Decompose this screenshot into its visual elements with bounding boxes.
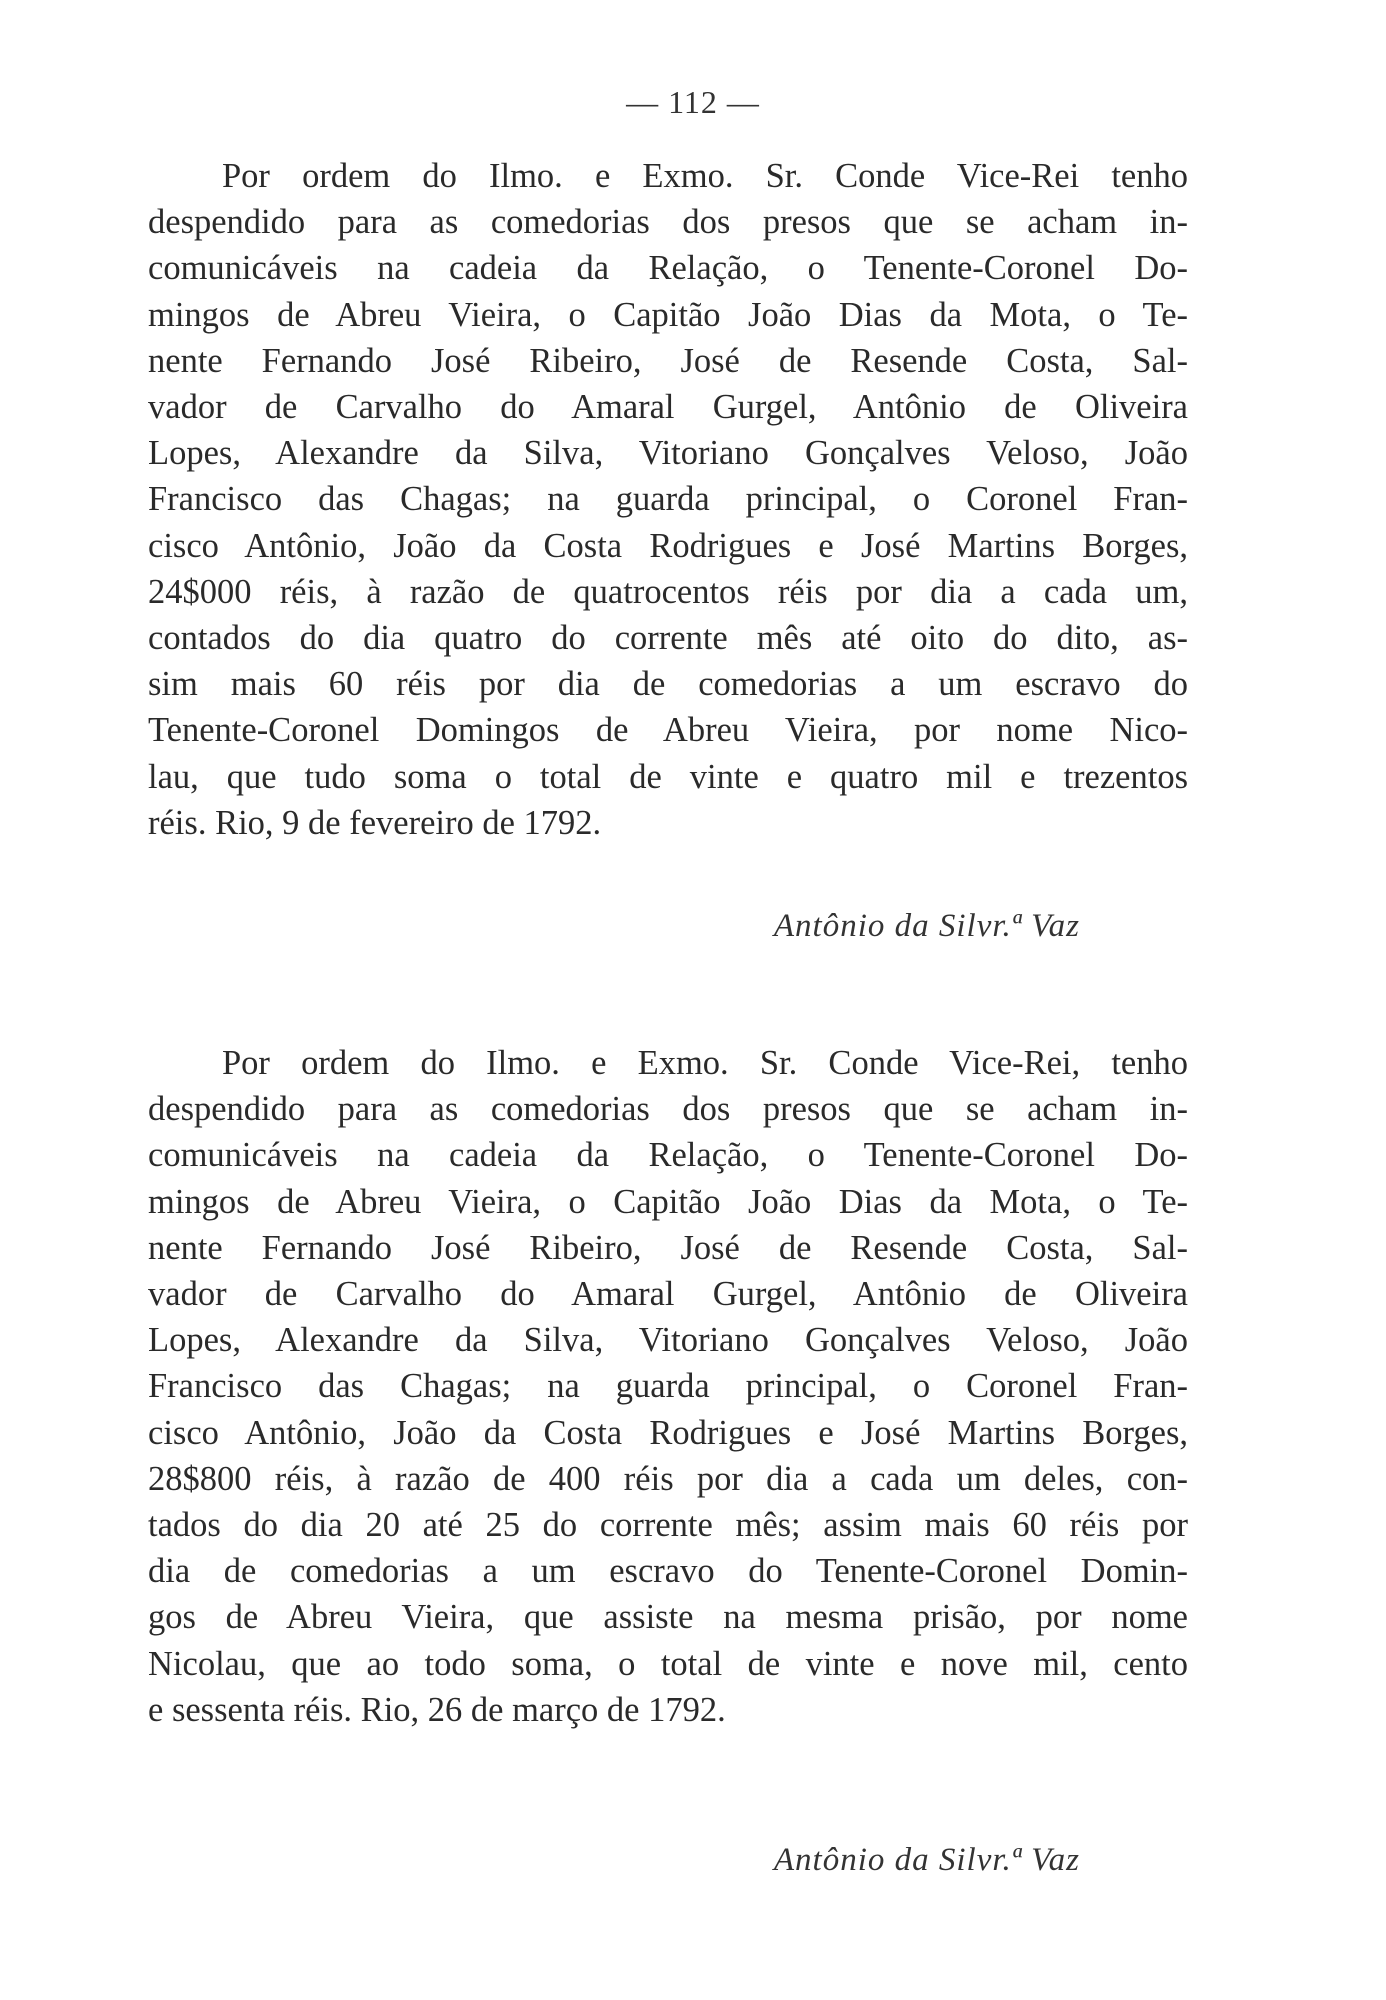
letter-2-line: Lopes, Alexandre da Silva, Vitoriano Gonçalves Veloso, João <box>148 1321 1188 1360</box>
letter-2-body <box>148 1040 1188 1733</box>
page-number: — 112 — <box>626 84 760 120</box>
letter-1-body <box>148 153 1188 846</box>
letter-2-line: gos de Abreu Vieira, que assiste na mesma prisão, por nome <box>148 1598 1188 1637</box>
letter-1-line: cisco Antônio, João da Costa Rodrigues e José Martins Borges, <box>148 526 1188 565</box>
letter-2-line: tados do dia 20 até 25 do corrente mês; assim mais 60 réis por <box>148 1506 1188 1545</box>
letter-2-line: Francisco das Chagas; na guarda principal, o Coronel Fran- <box>148 1367 1188 1406</box>
letter-2-line: cisco Antônio, João da Costa Rodrigues e José Martins Borges, <box>148 1413 1188 1452</box>
letter-2-line: e sessenta réis. Rio, 26 de março de 1792. <box>148 1690 726 1729</box>
letter-2-line: comunicáveis na cadeia da Relação, o Tenente-Coronel Do- <box>148 1136 1188 1175</box>
letter-1-line: Tenente-Coronel Domingos de Abreu Vieira, por nome Nico- <box>148 711 1188 750</box>
letter-1-signature: Antônio da Silvr.ª Vaz <box>773 908 1080 944</box>
letter-1-line: Francisco das Chagas; na guarda principal, o Coronel Fran- <box>148 480 1188 519</box>
letter-2-line: Nicolau, que ao todo soma, o total de vinte e nove mil, cento <box>148 1644 1188 1683</box>
letter-2-line: 28$800 réis, à razão de 400 réis por dia a cada um deles, con- <box>148 1459 1188 1498</box>
letter-1-line: Lopes, Alexandre da Silva, Vitoriano Gonçalves Veloso, João <box>148 434 1188 473</box>
letter-1-line: réis. Rio, 9 de fevereiro de 1792. <box>148 803 602 842</box>
letter-2-line: nente Fernando José Ribeiro, José de Resende Costa, Sal- <box>148 1228 1188 1267</box>
letter-1-line: lau, que tudo soma o total de vinte e quatro mil e trezentos <box>148 757 1188 796</box>
letter-1-line: 24$000 réis, à razão de quatrocentos réis por dia a cada um, <box>148 572 1188 611</box>
letter-1-line: nente Fernando José Ribeiro, José de Resende Costa, Sal- <box>148 341 1188 380</box>
letter-2-line: mingos de Abreu Vieira, o Capitão João Dias da Mota, o Te- <box>148 1182 1188 1221</box>
letter-1-line: contados do dia quatro do corrente mês até oito do dito, as- <box>148 619 1188 658</box>
letter-1-line: mingos de Abreu Vieira, o Capitão João Dias da Mota, o Te- <box>148 295 1188 334</box>
letter-1-line: Por ordem do Ilmo. e Exmo. Sr. Conde Vice-Rei tenho <box>222 157 1188 195</box>
letter-2-line: dia de comedorias a um escravo do Tenente-Coronel Domin- <box>148 1552 1188 1591</box>
letter-2-line: despendido para as comedorias dos presos que se acham in- <box>148 1090 1188 1129</box>
letter-1-line: sim mais 60 réis por dia de comedorias a um escravo do <box>148 665 1188 704</box>
letter-2-line: Por ordem do Ilmo. e Exmo. Sr. Conde Vice-Rei, tenho <box>222 1044 1188 1082</box>
letter-1-line: despendido para as comedorias dos presos que se acham in- <box>148 203 1188 242</box>
letter-1-line: vador de Carvalho do Amaral Gurgel, Antônio de Oliveira <box>148 388 1188 427</box>
letter-2-signature: Antônio da Silvr.ª Vaz <box>773 1842 1080 1878</box>
letter-1-line: comunicáveis na cadeia da Relação, o Tenente-Coronel Do- <box>148 249 1188 288</box>
letter-2-line: vador de Carvalho do Amaral Gurgel, Antônio de Oliveira <box>148 1275 1188 1314</box>
